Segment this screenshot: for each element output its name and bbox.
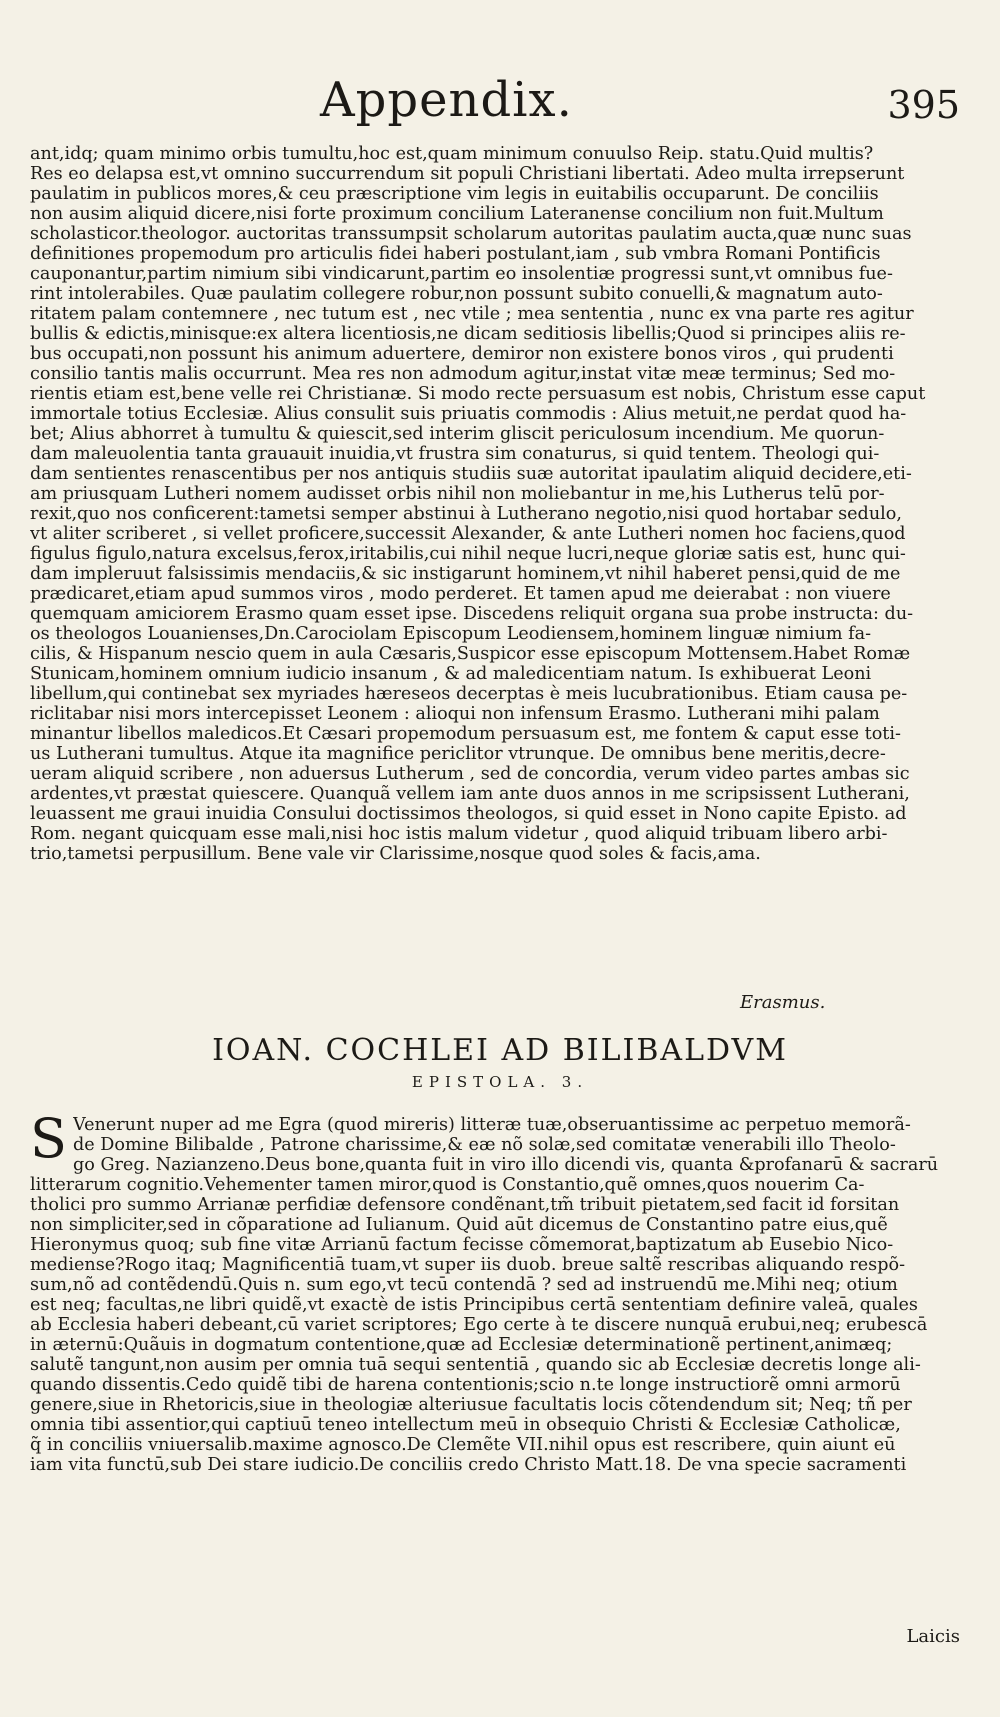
- text-line: omnia tibi assentior,qui captiuū teneo intellectum meū in obsequio Christi & Ecclesiæ Catholicæ,: [30, 1415, 901, 1435]
- text-line: bet; Alius abhorret à tumultu & quiescit,sed interim gliscit periculosum incendium. Me quorun-: [30, 424, 885, 444]
- text-line: prædicaret,etiam apud summos viros , modo perderet. Et tamen apud me deierabat : non viuere: [30, 584, 891, 604]
- text-line: ueram aliquid scribere , non aduersus Lutherum , sed de concordia, verum video partes ambas sic: [30, 764, 910, 784]
- text-line: salutẽ tangunt,non ausim per omnia tuā sequi sententiā , quando sic ab Ecclesiæ decretis longe ali-: [30, 1355, 921, 1375]
- text-line: Stunicam,hominem omnium iudicio insanum , & ad maledicentiam natum. Is exhibuerat Leoni: [30, 664, 872, 684]
- text-line: consilio tantis malis occurrunt. Mea res non admodum agitur,instat vitæ meæ terminus; Sed mo-: [30, 364, 896, 384]
- text-line: q̃ in conciliis vniuersalib.maxime agnosco.De Clemẽte VII.nihil opus est rescribere, quin aiunt eū: [30, 1435, 896, 1455]
- text-line: bullis & edictis,minisque:ex altera licentiosis,ne dicam seditiosis libellis;Quod si principes aliis re-: [30, 324, 906, 344]
- text-line: quando dissentis.Cedo quidẽ tibi de harena contentionis;scio n.te longe instructiorẽ omni armorū: [30, 1375, 901, 1395]
- text-line: tholici pro summo Arrianæ perfidiæ defensore condẽnant,tm̃ tribuit pietatem,sed facit id forsitan: [30, 1195, 900, 1215]
- text-line: in æternū:Quãuis in dogmatum contentione,quæ ad Ecclesiæ determinationẽ pertinent,animæq;: [30, 1335, 893, 1355]
- drop-capital: S: [30, 1107, 67, 1170]
- catchword: Laicis: [906, 1626, 960, 1647]
- text-line: riclitabar nisi mors intercepisset Leonem : alioqui non infensum Erasmo. Lutherani mihi palam: [30, 704, 880, 724]
- text-line: os theologos Louanienses,Dn.Carociolam Episcopum Leodiensem,hominem linguæ nimium fa-: [30, 624, 872, 644]
- text-line: vt aliter scriberet , si vellet proficere,successit Alexander, & ante Lutheri nomen hoc faciens,quod: [30, 524, 906, 544]
- signature: Erasmus.: [740, 992, 826, 1013]
- erasmus-letter-text: [30, 144, 970, 864]
- text-line: non ausim aliquid dicere,nisi forte proximum concilium Lateranense concilium non fuit.Multum: [30, 204, 884, 224]
- text-line: dam impleruut falsissimis mendaciis,& sic instigarunt hominem,vt nihil haberet pensi,quid de me: [30, 564, 901, 584]
- text-line: bus occupati,non possunt his animum aduertere, demiror non existere bonos viros , qui prudenti: [30, 344, 894, 364]
- running-title: Appendix.: [320, 72, 573, 128]
- text-line: rint intolerabiles. Quæ paulatim collegere robur,non possunt subito conuelli,& magnatum auto-: [30, 284, 883, 304]
- text-line: libellum,qui continebat sex myriades hæreseos decerptas è meis lucubrationibus. Etiam causa pe-: [30, 684, 908, 704]
- text-line: us Lutherani tumultus. Atque ita magnifice periclitor vtrunque. De omnibus bene meritis,decre-: [30, 744, 886, 764]
- text-line: cauponantur,partim nimium sibi vindicarunt,partim eo insolentiæ progressi sunt,vt omnibus fue-: [30, 264, 893, 284]
- text-line: mediense?Rogo itaq; Magnificentiā tuam,vt super iis duob. breue saltẽ rescribas aliquando respõ-: [30, 1255, 906, 1275]
- text-line: iam vita functū,sub Dei stare iudicio.De conciliis credo Christo Matt.18. De vna specie sacramenti: [30, 1455, 907, 1475]
- text-line: ab Ecclesia haberi debeant,cū variet scriptores; Ego certe à te discere nunquā erubui,neq; erubescā: [30, 1315, 928, 1335]
- letter-heading: IOAN. COCHLEI AD BILIBALDVM: [212, 1033, 788, 1068]
- text-line: ardentes,vt præstat quiescere. Quanquã vellem iam ante duos annos in me scripsissent Lutherani,: [30, 784, 910, 804]
- text-line: figulus figulo,natura excelsus,ferox,iritabilis,cui nihil neque lucri,neque gloriæ satis est, hunc qui-: [30, 544, 906, 564]
- text-line: am priusquam Lutheri nomem audisset orbis nihil non moliebantur in me,his Lutherus telū por-: [30, 484, 885, 504]
- text-line: cilis, & Hispanum nescio quem in aula Cæsaris,Suspicor esse episcopum Mottensem.Habet Romæ: [30, 644, 911, 664]
- text-line: litterarum cognitio.Vehementer tamen miror,quod is Constantio,quẽ omnes,quos nouerim Ca-: [30, 1175, 865, 1195]
- text-line: scholasticor.theologor. auctoritas transsumpsit scholarum autoritas paulatim aucta,quæ nunc suas: [30, 224, 912, 244]
- text-line: Venerunt nuper ad me Egra (quod mireris) litteræ tuæ,obseruantissime ac perpetuo memorã-: [73, 1115, 911, 1135]
- text-line: ritatem palam contemnere , nec tutum est , nec vtile ; mea sententia , nunc ex vna parte res agitur: [30, 304, 914, 324]
- text-line: dam sentientes renascentibus per nos antiquis studiis suæ autoritat ipaulatim aliquid decidere,eti-: [30, 464, 912, 484]
- running-header: [0, 70, 1000, 130]
- text-line: definitiones propemodum pro articulis fidei haberi postulant,iam , sub vmbra Romani Pontificis: [30, 244, 881, 264]
- text-line: de Domine Bilibalde , Patrone charissime,& eæ nõ solæ,sed comitatæ venerabili illo Theolo-: [73, 1135, 896, 1155]
- text-line: non simpliciter,sed in cõparatione ad Iulianum. Quid aūt dicemus de Constantino patre eius,quẽ: [30, 1215, 888, 1235]
- text-line: sum,nõ ad contẽdendū.Quis n. sum ego,vt tecū contendā ? sed ad instruendū me.Mihi neq; otium: [30, 1275, 898, 1295]
- text-line: genere,siue in Rhetoricis,siue in theologiæ alteriusue facultatis locis cõtendendum sit; Neq; tñ per: [30, 1395, 912, 1415]
- text-line: ant,idq; quam minimo orbis tumultu,hoc est,quam minimum conuulso Reip. statu.Quid multis?: [30, 144, 874, 164]
- text-line: Hieronymus quoq; sub fine vitæ Arrianū factum fecisse cõmemorat,baptizatum ab Eusebio Nico-: [30, 1235, 894, 1255]
- cochleus-letter-text: [30, 1107, 970, 1475]
- text-line: go Greg. Nazianzeno.Deus bone,quanta fuit in viro illo dicendi vis, quanta &profanarū & sacrarū: [73, 1155, 939, 1175]
- text-line: est neq; facultas,ne libri quidẽ,vt exactè de istis Principibus certā sententiam definire valeā, quales: [30, 1295, 918, 1315]
- letter-subheading: EPISTOLA. 3.: [411, 1073, 589, 1091]
- text-line: Rom. negant quicquam esse mali,nisi hoc istis malum videtur , quod aliquid tribuam libero arbi-: [30, 824, 888, 844]
- text-line: rientis etiam est,bene velle rei Christianæ. Si modo recte persuasum est nobis, Christum esse caput: [30, 384, 926, 404]
- text-line: quemquam amiciorem Erasmo quam esset ipse. Discedens reliquit organa sua probe instructa: du-: [30, 604, 914, 624]
- text-line: paulatim in publicos mores,& ceu præscriptione vim legis in euitabilis occuparunt. De conciliis: [30, 184, 879, 204]
- text-line: rexit,quo nos conficerent:tametsi semper abstinui à Lutherano negotio,nisi quod hortabar sedulo,: [30, 504, 902, 524]
- text-line: trio,tametsi perpusillum. Bene vale vir Clarissime,nosque quod soles & facis,ama.: [30, 844, 761, 864]
- text-line: dam maleuolentia tanta grauauit inuidia,vt frustra sim conaturus, si quid tentem. Theologi qui-: [30, 444, 880, 464]
- text-line: minantur libellos maledicos.Et Cæsari propemodum persuasum est, me fontem & caput esse toti-: [30, 724, 901, 744]
- page-number: 395: [887, 83, 960, 127]
- text-line: immortale totius Ecclesiæ. Alius consulit suis priuatis commodis : Alius metuit,ne perdat quod ha-: [30, 404, 907, 424]
- text-line: leuassent me graui inuidia Consului doctissimos theologos, si quid esset in Nono capite Episto. ad: [30, 804, 907, 824]
- text-line: Res eo delapsa est,vt omnino succurrendum sit populi Christiani libertati. Adeo multa irrepserunt: [30, 164, 905, 184]
